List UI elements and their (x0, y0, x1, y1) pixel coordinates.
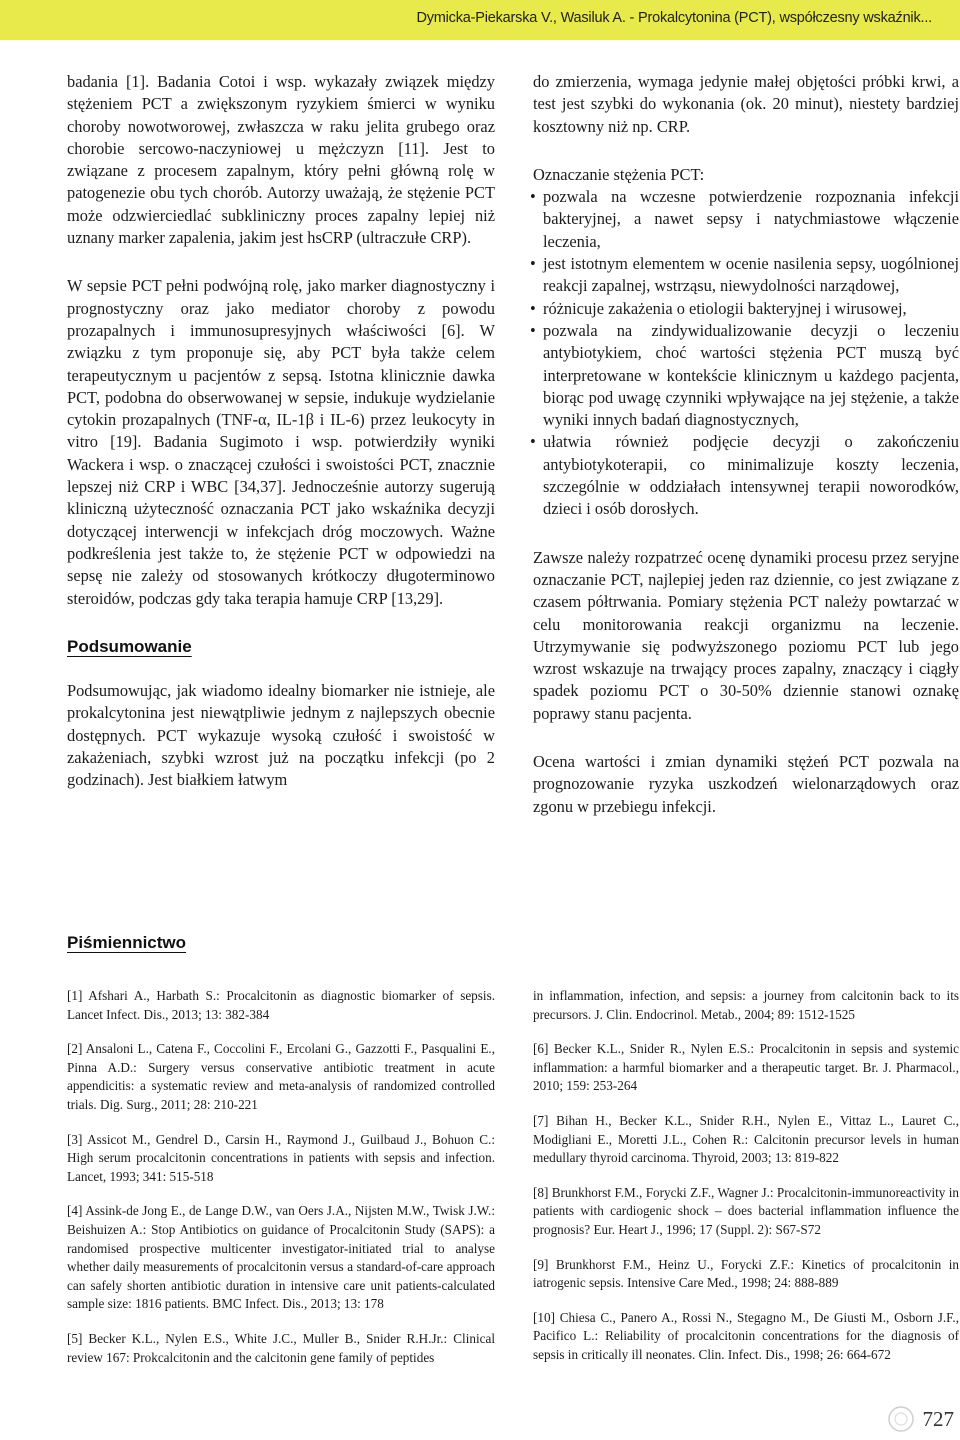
left-column (67, 71, 495, 818)
reference-item: [4] Assink-de Jong E., de Lange D.W., van Oers J.A., Nijsten M.W., Twisk J.W.: Beishuizen A.: Stop Antibiotics on guidance of Procalcitonin Study (SAPS): a randomised prospective multicenter investigator-initiated trial to analyse whether daily measurements of procalcitonin versus a standard-of-care approach can safely shorten antibiotic duration in intensive care unit patients-calculated sample size: 1816 patients. BMC Infect. Dis., 2013; 13: 178 (67, 1203, 495, 1312)
reference-item: [10] Chiesa C., Panero A., Rossi N., Stegagno M., De Giusti M., Osborn J.F., Pacifico L.: Reliability of procalcitonin concentrations for the diagnosis of sepsis in critically ill neonates. Clin. Infect. Dis., 1998; 26: 664-672 (533, 1309, 959, 1362)
references-left (67, 987, 495, 1383)
paragraph: Zawsze należy rozpatrzeć ocenę dynamiki procesu przez seryjne oznaczanie PCT, najlepiej jeden raz dziennie, co jest związane z czasem półtrwania. Pomiary stężenia PCT należy powtarzać w celu monitorowania reakcji organizmu na leczenie. Utrzymywanie się podwyższonego poziomu PCT lub jego wzrost wskazuje na trwający proces zapalny, znaczący i ciągły spadek poziomu PCT o 30-50% dziennie stanowi oznakę poprawy stanu pacjenta. (533, 547, 959, 723)
reference-item: [1] Afshari A., Harbath S.: Procalcitonin as diagnostic biomarker of sepsis. Lancet Infect. Dis., 2013; 13: 382-384 (67, 988, 495, 1022)
right-column (533, 71, 959, 844)
reference-item: [5] Becker K.L., Nylen E.S., White J.C., Muller B., Snider R.H.Jr.: Clinical review 167: Prokcalcitonin and the calcitonin gene family of peptides (67, 1330, 495, 1365)
paragraph: do zmierzenia, wymaga jedynie małej objętości próbki krwi, a test jest szybki do wykonania (ok. 20 minut), niestety bardziej kosztowny niż np. CRP. (533, 72, 959, 136)
bullet-list (533, 186, 959, 520)
journal-logo-icon (884, 1404, 918, 1434)
reference-item: [2] Ansaloni L., Catena F., Coccolini F., Ercolani G., Gazzotti F., Pasqualini E., Pinna A.D.: Surgery versus conservative antibiotic treatment in acute appendicitis: a systematic review and meta-analysis of randomized controlled trials. Dig. Surg., 2011; 28: 210-221 (67, 1041, 495, 1112)
reference-item: [7] Bihan H., Becker K.L., Snider R.H., Nylen E., Vittaz L., Lauret C., Modigliani E., Moretti J.L., Cohen R.: Calcitonin precursor levels in human medullary thyroid carcinoma. Thyroid, 2003; 13: 819-822 (533, 1112, 959, 1166)
reference-item: [8] Brunkhorst F.M., Forycki Z.F., Wagner J.: Procalcitonin-immunoreactivity in patients with cardiogenic shock – does bacterial inflammation influence the prognosis? Eur. Heart J., 1996; 17 (Suppl. 2): S67-S72 (533, 1184, 959, 1237)
paragraph: Podsumowując, jak wiadomo idealny biomarker nie istnieje, ale prokalcytonina jest niewątpliwie jednym z najlepszych obecnie dostępnych. PCT wykazuje wysoką czułość i swoistość w zakażeniach, szybki wzrost już na początku infekcji (po 2 godzinach). Jest białkiem łatwym (67, 681, 495, 790)
section-heading-summary: Podsumowanie (67, 636, 192, 656)
references-heading: Piśmiennictwo (67, 933, 187, 952)
list-item: • pozwala na zindywidualizowanie decyzji o leczeniu antybiotykiem, choć wartości stężenia PCT muszą być interpretowane w kontekście klinicznym u każdego pacjenta, biorąc pod uwagę czynniki wpływające na jej stężenie, a także wyniki innych badań diagnostycznych, (533, 320, 959, 431)
references-right (533, 987, 959, 1381)
page-number: 727 (922, 1407, 954, 1431)
list-item: • pozwala na wczesne potwierdzenie rozpoznania infekcji bakteryjnej, a nawet sepsy i natychmiastowe włączenie leczenia, (533, 186, 959, 253)
reference-item: [9] Brunkhorst F.M., Heinz U., Forycki Z.F.: Kinetics of procalcitonin in iatrogenic sepsis. Intensive Care Med., 1998; 24: 888-889 (533, 1256, 959, 1291)
reference-item: [6] Becker K.L., Snider R., Nylen E.S.: Procalcitonin in sepsis and systemic inflammation: a harmful biomarker and a therapeutic target. Br. J. Pharmacol., 2010; 159: 253-264 (533, 1041, 959, 1094)
paragraph: W sepsie PCT pełni podwójną rolę, jako marker diagnostyczny i prognostyczny oraz jako mediator choroby z powodu prozapalnych i immunosupresyjnych właściwości [6]. W związku z tym proponuje się, aby PCT była także celem terapeutycznym u pacjentów z sepsą. Istotna klinicznie dawka PCT, podobna do obserwowanej w sepsie, indukuje wydzielanie cytokin prozapalnych (TNF-α, IL-1β i IL-6) przez leukocyty in vitro [19]. Badania Sugimoto i wsp. potwierdziły wyniki Wackera i wsp. o znaczącej czułości i swoistości PCT, znacznie lepszej niż CRP i WBC [34,37]. Jednocześnie autorzy sugerują kliniczną użyteczność oznaczania PCT jako wskaźnika decyzji dotyczącej interwencji w infekcjach dróg moczowych. Ważne podkreślenia jest także to, że stężenie PCT w odpowiedzi na sepsę nie zależy od stosowanych krótkoczy długoterminowo steroidów, podczas gdy taka terapia hamuje CRP [13,29]. (67, 276, 495, 608)
paragraph: badania [1]. Badania Cotoi i wsp. wykazały związek między stężeniem PCT a zwiększonym ryzykiem śmierci w wyniku choroby nowotworowej, zwłaszcza w raku jelita grubego oraz chorobie sercowo-naczyniowej u mężczyzn [11]. Jest to związane z procesem zapalnym, który pełni główną rolę w patogenezie obu tych chorób. Autorzy uważają, że stężenie PCT może odzwierciedlać subkliniczny proces zapalny lepiej niż uznany marker zapalenia, jakim jest hsCRP (ultraczułe CRP). (67, 72, 495, 248)
list-item: • ułatwia również podjęcie decyzji o zakończeniu antybiotykoterapii, co minimalizuje koszty leczenia, szczególnie w oddziałach intensywnej terapii noworodków, dzieci i osób dorosłych. (533, 431, 959, 520)
list-item: • różnicuje zakażenia o etiologii bakteryjnej i wirusowej, (533, 298, 959, 320)
paragraph: Ocena wartości i zmian dynamiki stężeń PCT pozwala na prognozowanie ryzyka uszkodzeń wielonarządowych oraz zgonu w przebiegu infekcji. (533, 752, 959, 816)
list-intro: Oznaczanie stężenia PCT: (533, 164, 705, 184)
list-item: • jest istotnym elementem w ocenie nasilenia sepsy, uogólnionej reakcji zapalnej, wstrząsu, niewydolności narządowej, (533, 253, 959, 298)
reference-item: [3] Assicot M., Gendrel D., Carsin H., Raymond J., Guilbaud J., Bohuon C.: High serum procalcitonin concentrations in patients with sepsis and infection. Lancet, 1993; 341: 515-518 (67, 1131, 495, 1184)
running-head-bar (0, 0, 960, 40)
reference-item: in inflammation, infection, and sepsis: a journey from calcitonin back to its precursors. J. Clin. Endocrinol. Metab., 2004; 89: 1512-1525 (533, 988, 959, 1022)
running-head: Dymicka-Piekarska V., Wasiluk A. - Prokalcytonina (PCT), współczesny wskaźnik... (416, 10, 932, 26)
